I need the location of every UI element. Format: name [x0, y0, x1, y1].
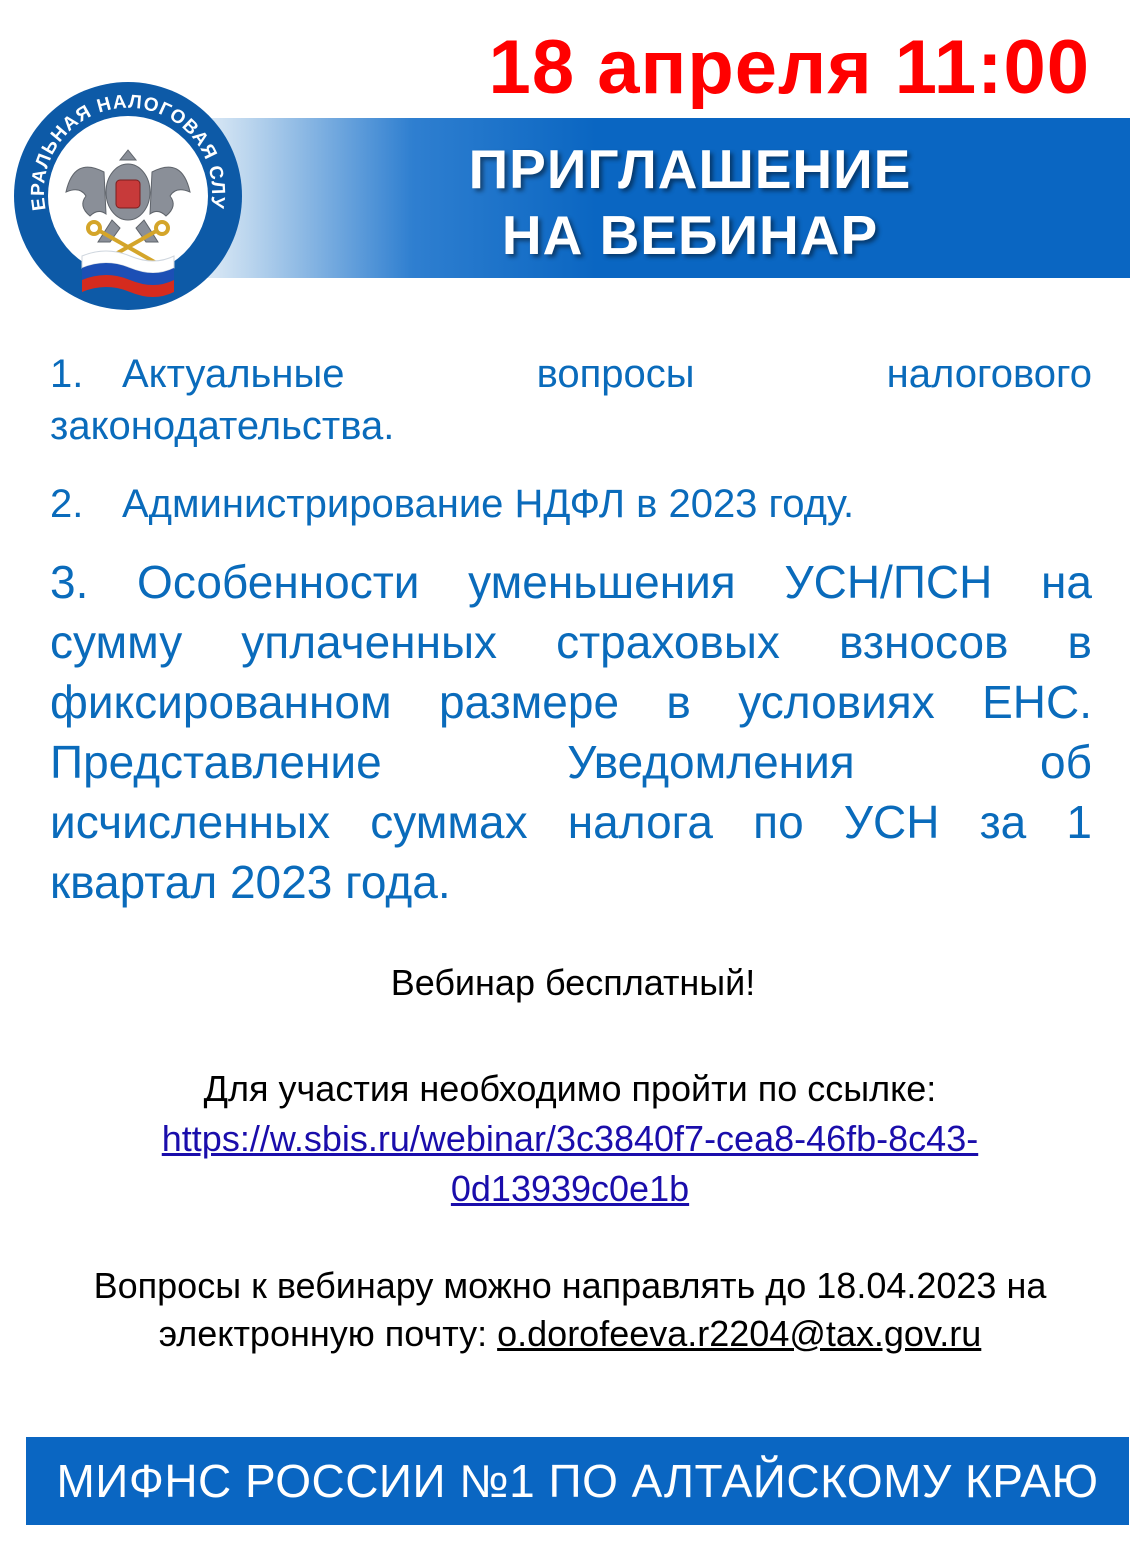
agenda-item-1-line-1	[50, 348, 1092, 400]
join-instructions	[60, 1064, 1080, 1214]
agenda-item-2-text: Администрирование НДФЛ в 2023 году.	[122, 482, 855, 526]
page-title	[330, 136, 1050, 268]
title-line-2: НА ВЕБИНАР	[501, 204, 879, 266]
fns-emblem-icon	[12, 80, 244, 312]
agenda-item-1-word-3: налогового	[886, 352, 1092, 396]
footer-organization: МИФНС РОССИИ №1 ПО АЛТАЙСКОМУ КРАЮ	[26, 1437, 1129, 1525]
agenda-item-3-line-3: фиксированном размере в условиях ЕНС.	[50, 676, 1092, 728]
agenda-item-3-line-4: Представление Уведомления об	[50, 736, 1092, 788]
agenda-item-3-number: 3.	[50, 556, 89, 608]
email-prefix: электронную почту:	[158, 1313, 498, 1354]
agenda-item-3-line-6: квартал 2023 года.	[50, 856, 451, 908]
webinar-link-part-1: https://w.sbis.ru/webinar/3c3840f7-cea8-46fb-8c43-	[161, 1118, 979, 1159]
agenda-item-3-line-1	[50, 552, 1092, 612]
agenda-item-1-word-2: вопросы	[536, 352, 695, 396]
agenda-item-2	[50, 478, 1092, 530]
questions-note	[40, 1262, 1100, 1358]
webinar-link-part-2: 0d13939c0e1b	[450, 1168, 690, 1209]
agenda-item-3-line-2: сумму уплаченных страховых взносов в	[50, 616, 1092, 668]
agenda-item-1-number: 1.	[50, 352, 84, 396]
webinar-link[interactable]	[162, 1118, 978, 1209]
agenda-item-2-number: 2.	[50, 482, 84, 526]
join-text: Для участия необходимо пройти по ссылке:	[203, 1068, 937, 1109]
agenda-item-1	[50, 348, 1092, 452]
free-webinar-note: Вебинар бесплатный!	[390, 962, 756, 1003]
email-line	[40, 1310, 1100, 1358]
title-line-1: ПРИГЛАШЕНИЕ	[468, 138, 912, 200]
agenda-item-3-line-5: исчисленных суммах налога по УСН за 1	[50, 796, 1092, 848]
emblem-ring-text: ЕРАЛЬНАЯ НАЛОГОВАЯ СЛУ	[27, 91, 229, 212]
agenda-item-1-line-2: законодательства.	[50, 404, 395, 448]
agenda-item-3	[50, 552, 1092, 912]
agenda-item-1-word-1: Актуальные	[122, 352, 345, 396]
agenda-item-3-line-1-text: Особенности уменьшения УСН/ПСН на	[137, 556, 1092, 608]
webinar-date-time: 18 апреля 11:00	[488, 25, 1090, 110]
questions-text: Вопросы к вебинару можно направлять до 18.04.2023 на	[93, 1265, 1047, 1306]
email-link[interactable]: o.dorofeeva.r2204@tax.gov.ru	[497, 1313, 982, 1354]
